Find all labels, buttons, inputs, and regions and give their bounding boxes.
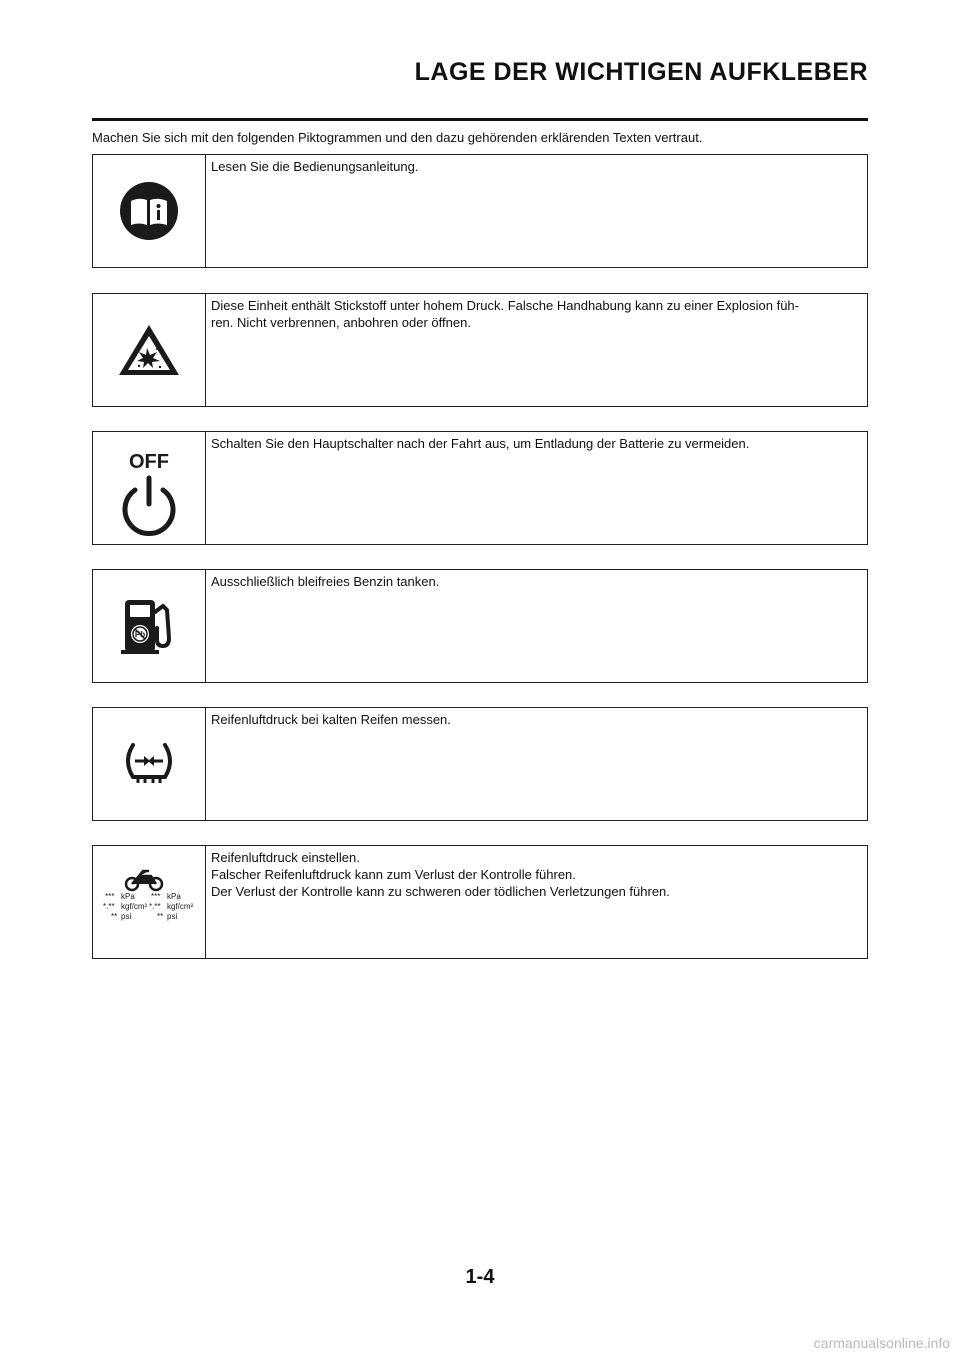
pressure-kgf-unit-right: kgf/cm² — [167, 902, 194, 911]
label-row-power-off — [92, 431, 868, 545]
pressure-kpa-unit-left: kPa — [121, 892, 135, 901]
pressure-kpa-unit-right: kPa — [167, 892, 181, 901]
label-text-read-manual — [206, 155, 423, 267]
read-manual-icon — [93, 155, 206, 267]
pressure-psi-unit-right: psi — [167, 912, 178, 921]
label-text-power-off — [206, 432, 754, 544]
off-label: OFF — [129, 451, 169, 473]
pressure-kpa-value-right: *** — [151, 892, 161, 901]
pressure-kgf-value-right: *.** — [149, 902, 161, 911]
label-row-cold-tire — [92, 707, 868, 821]
label-row-unleaded-fuel — [92, 569, 868, 683]
pressure-psi-value-right: ** — [157, 912, 164, 921]
label-line: Reifenluftdruck bei kalten Reifen messen. — [211, 712, 451, 727]
pressure-kgf-unit-left: kgf/cm² — [121, 902, 148, 911]
label-text-explosion-warning — [206, 294, 804, 406]
power-off-icon — [93, 432, 206, 544]
svg-text:Pb: Pb — [134, 630, 146, 639]
tire-pressure-icon — [93, 846, 206, 958]
label-line: ren. Nicht verbrennen, anbohren oder öffnen. — [211, 315, 471, 330]
label-line: Schalten Sie den Hauptschalter nach der Fahrt aus, um Entladung der Batterie zu vermeiden. — [211, 436, 750, 451]
page-number: 1-4 — [465, 1266, 495, 1288]
pressure-kpa-value-left: *** — [105, 892, 115, 901]
motorcycle-icon — [126, 871, 162, 890]
explosion-warning-icon — [93, 294, 206, 406]
label-row-tire-pressure — [92, 845, 868, 959]
label-line: Diese Einheit enthält Stickstoff unter hohem Druck. Falsche Handhabung kann zu einer Explosion füh- — [211, 298, 799, 313]
title-rule — [92, 118, 868, 121]
label-row-read-manual — [92, 154, 868, 268]
label-line: Lesen Sie die Bedienungsanleitung. — [211, 159, 419, 174]
label-row-explosion-warning — [92, 293, 868, 407]
pressure-psi-value-left: ** — [111, 912, 118, 921]
label-line: Ausschließlich bleifreies Benzin tanken. — [211, 574, 440, 589]
cold-tire-icon — [93, 708, 206, 820]
label-line: Falscher Reifenluftdruck kann zum Verlust der Kontrolle führen. — [211, 867, 576, 882]
pressure-psi-unit-left: psi — [121, 912, 132, 921]
unleaded-fuel-icon — [93, 570, 206, 682]
label-line: Reifenluftdruck einstellen. — [211, 850, 360, 865]
label-text-cold-tire — [206, 708, 456, 820]
pressure-kgf-value-left: *.** — [103, 902, 115, 911]
watermark: carmanualsonline.info — [813, 1335, 950, 1351]
label-text-tire-pressure — [206, 846, 675, 958]
page-title: LAGE DER WICHTIGEN AUFKLEBER — [414, 58, 868, 86]
label-text-unleaded-fuel — [206, 570, 444, 682]
intro-text: Machen Sie sich mit den folgenden Piktogrammen und den dazu gehörenden erklärenden Texten vertraut. — [92, 130, 703, 145]
label-line: Der Verlust der Kontrolle kann zu schweren oder tödlichen Verletzungen führen. — [211, 884, 670, 899]
